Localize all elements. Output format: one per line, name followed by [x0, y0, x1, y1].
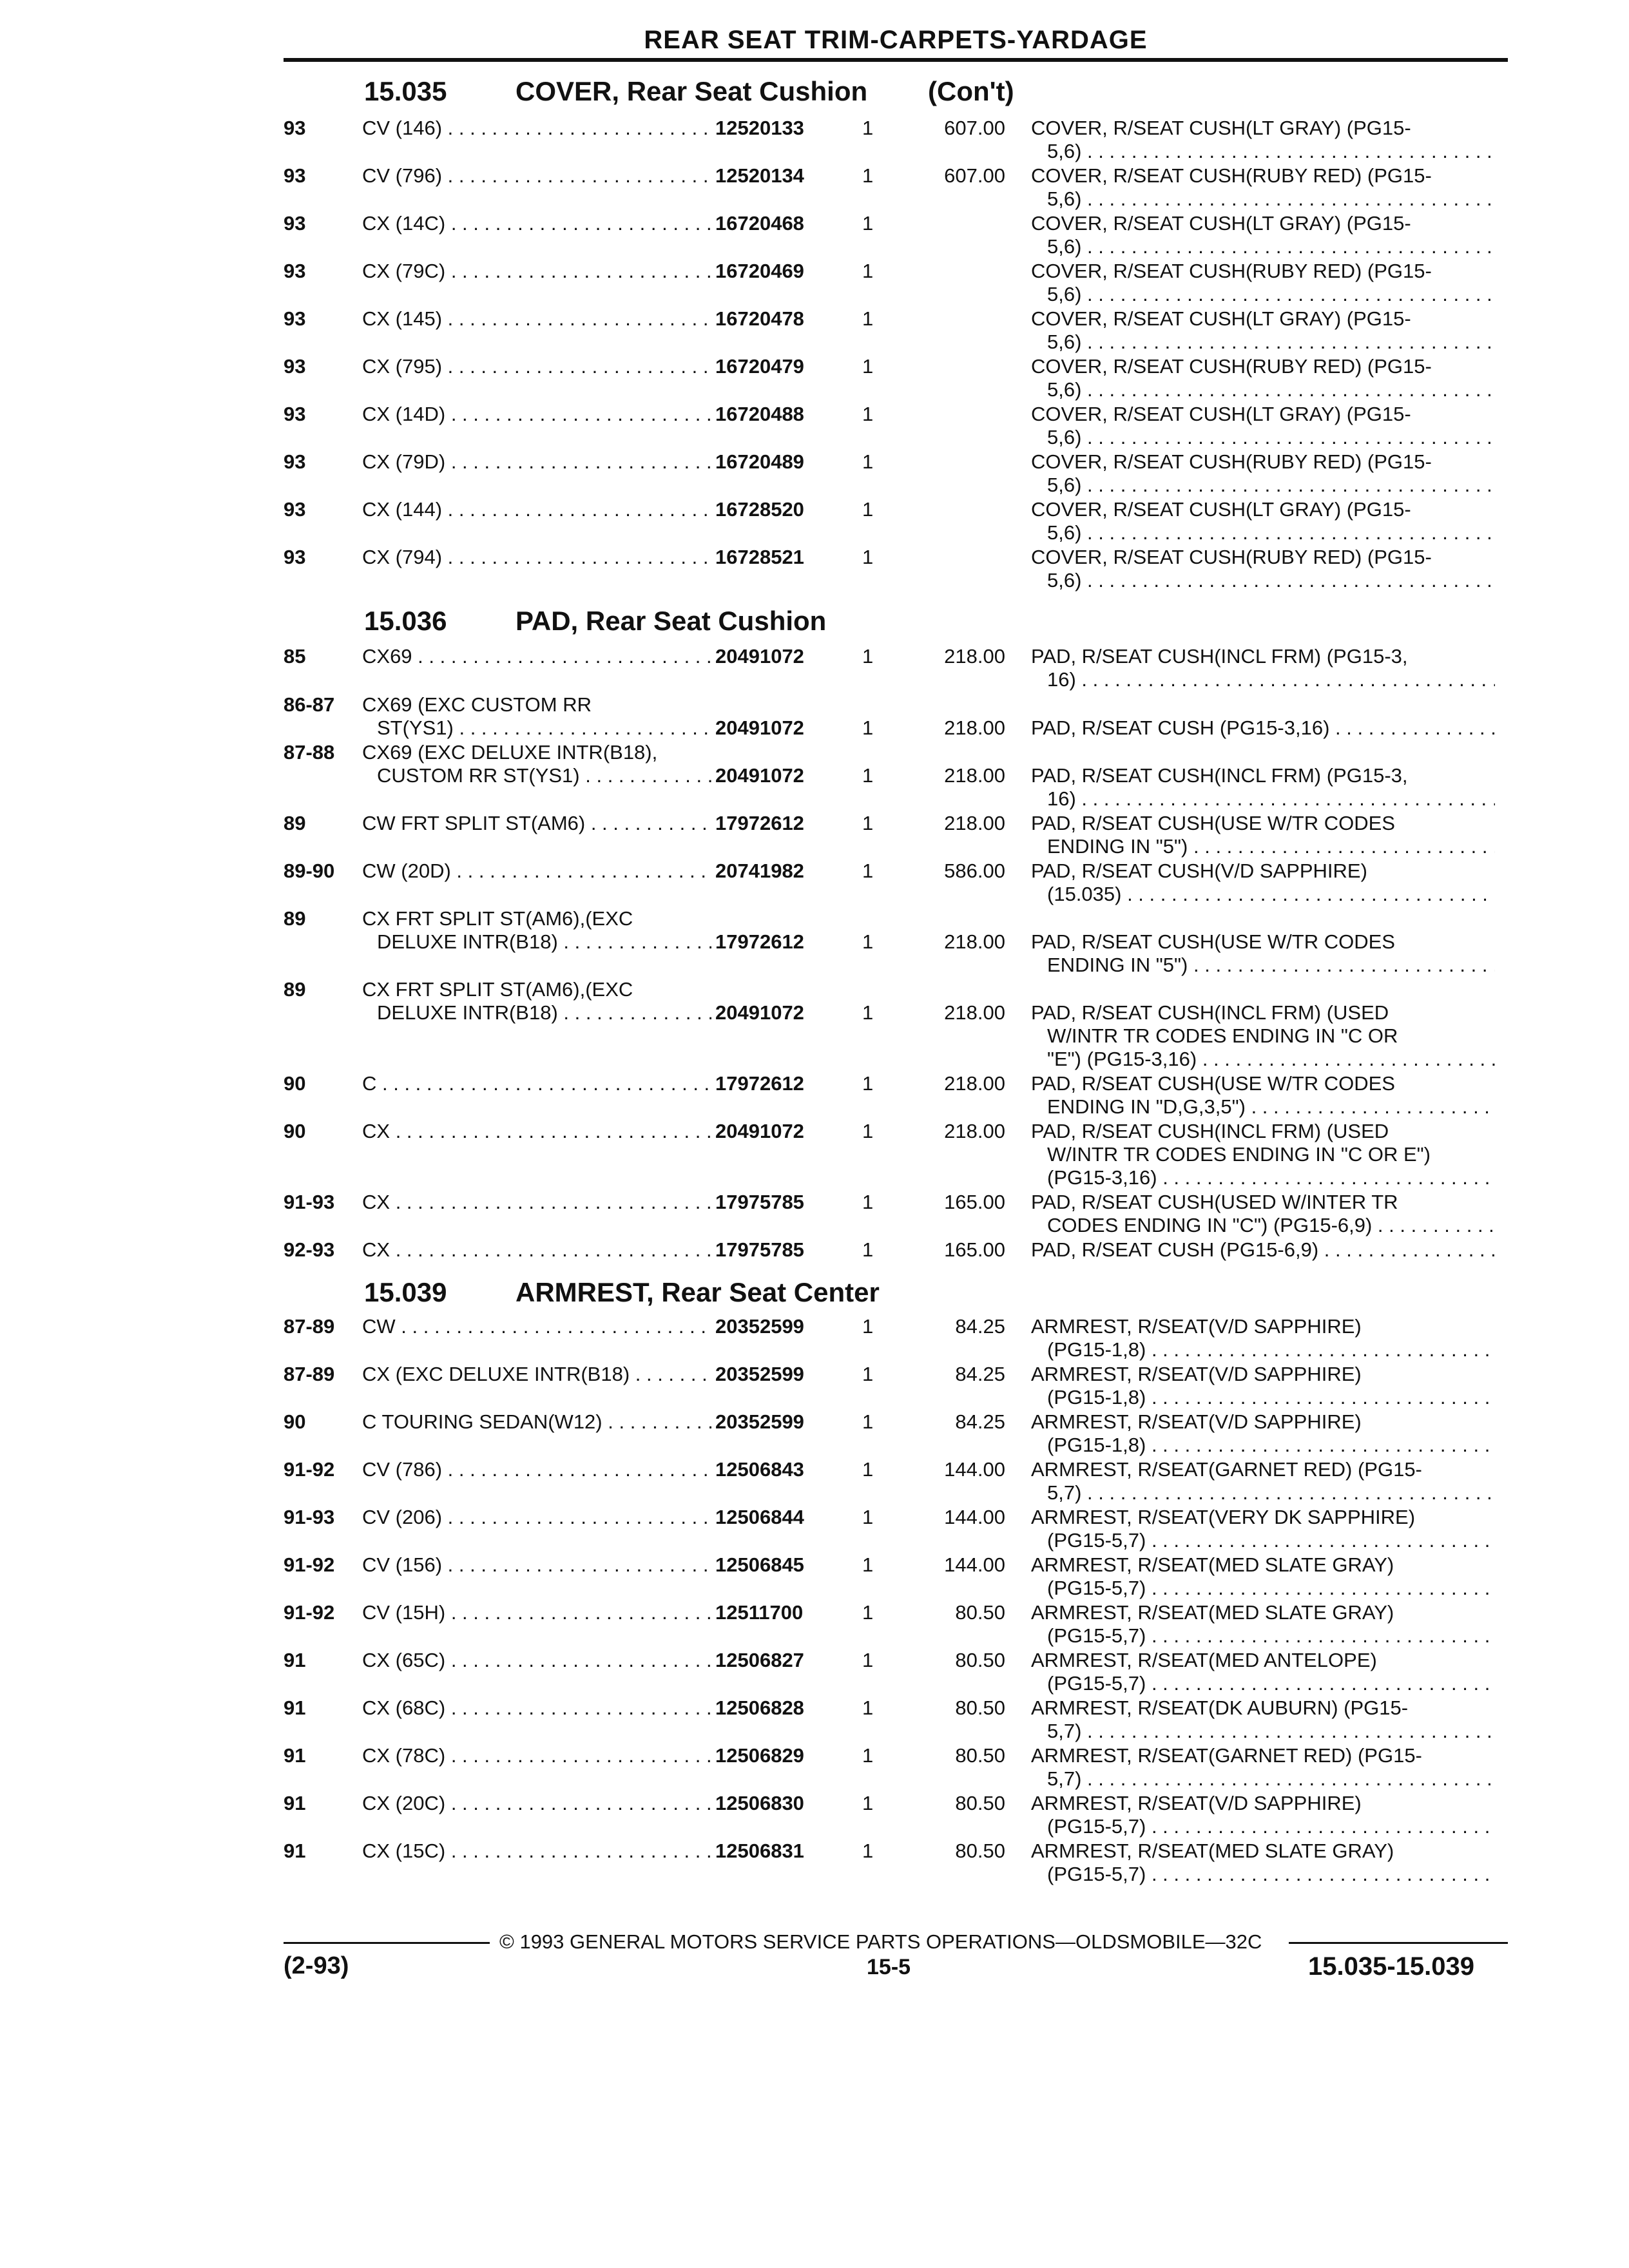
- row-year: 93: [284, 307, 306, 330]
- row-qty: 1: [862, 1792, 874, 1814]
- row-price: 80.50: [955, 1649, 1005, 1671]
- row-qty: 1: [862, 1238, 874, 1261]
- row-part-number: 12506827: [715, 1649, 804, 1671]
- row-description: COVER, R/SEAT CUSH(RUBY RED) (PG15-: [1031, 164, 1432, 187]
- row-description-cont: 5,6) . . .: [1047, 187, 1495, 211]
- row-model: DELUXE INTR(B18) . . .: [377, 1001, 711, 1025]
- row-description: PAD, R/SEAT CUSH(USED W/INTER TR: [1031, 1191, 1398, 1213]
- row-description: PAD, R/SEAT CUSH(INCL FRM) (USED: [1031, 1120, 1389, 1142]
- row-description-cont: 5,7) . . .: [1047, 1719, 1495, 1744]
- row-price: 80.50: [955, 1792, 1005, 1814]
- row-part-number: 12506828: [715, 1696, 804, 1719]
- row-price: 144.00: [944, 1506, 1005, 1528]
- row-model: CX (20C) . . .: [362, 1791, 711, 1816]
- row-model: CX (78C) . . .: [362, 1744, 711, 1768]
- row-model: CX (144) . . .: [362, 497, 711, 522]
- footer-rule-right: [1289, 1942, 1508, 1944]
- row-description: ARMREST, R/SEAT(MED SLATE GRAY): [1031, 1553, 1394, 1576]
- row-part-number: 17975785: [715, 1238, 804, 1261]
- row-qty: 1: [862, 1553, 874, 1576]
- row-year: 86-87: [284, 693, 335, 716]
- row-part-number: 17975785: [715, 1191, 804, 1213]
- row-model: CX . . .: [362, 1238, 711, 1262]
- row-qty: 1: [862, 212, 874, 235]
- row-description-cont: ENDING IN "5") . . .: [1047, 953, 1495, 977]
- row-part-number: 17972612: [715, 930, 804, 953]
- row-qty: 1: [862, 164, 874, 187]
- row-qty: 1: [862, 117, 874, 139]
- row-description-mid: W/INTR TR CODES ENDING IN "C OR: [1047, 1024, 1398, 1047]
- row-description-cont: 5,6) . . .: [1047, 139, 1495, 164]
- row-price: 607.00: [944, 164, 1005, 187]
- row-qty: 1: [862, 1120, 874, 1142]
- row-year: 93: [284, 355, 306, 378]
- row-description-cont: 5,7) . . .: [1047, 1767, 1495, 1791]
- row-part-number: 16720489: [715, 450, 804, 473]
- row-model: CX . . .: [362, 1190, 711, 1215]
- row-model: C TOURING SEDAN(W12) . . .: [362, 1410, 711, 1434]
- footer-date: (2-93): [284, 1952, 349, 1979]
- row-model: CX (14D) . . .: [362, 402, 711, 427]
- row-description: COVER, R/SEAT CUSH(RUBY RED) (PG15-: [1031, 450, 1432, 473]
- row-description-cont: 5,6) . . .: [1047, 568, 1495, 593]
- row-description-cont: (PG15-5,7) . . .: [1047, 1624, 1495, 1648]
- row-description: ARMREST, R/SEAT(GARNET RED) (PG15-: [1031, 1744, 1422, 1767]
- row-part-number: 20491072: [715, 1001, 804, 1024]
- row-description: ARMREST, R/SEAT(V/D SAPPHIRE): [1031, 1315, 1362, 1338]
- copyright-notice: © 1993 GENERAL MOTORS SERVICE PARTS OPERATIONS—OLDSMOBILE—32C: [499, 1930, 1262, 1953]
- row-model: CV (796) . . .: [362, 164, 711, 188]
- row-year: 87-89: [284, 1363, 335, 1385]
- row-year: 91-92: [284, 1601, 335, 1624]
- row-qty: 1: [862, 307, 874, 330]
- row-description-mid: W/INTR TR CODES ENDING IN "C OR E"): [1047, 1143, 1431, 1166]
- row-model: DELUXE INTR(B18) . . .: [377, 930, 711, 954]
- row-description: ARMREST, R/SEAT(MED SLATE GRAY): [1031, 1840, 1394, 1862]
- row-part-number: 12520134: [715, 164, 804, 187]
- row-qty: 1: [862, 1191, 874, 1213]
- row-qty: 1: [862, 1649, 874, 1671]
- row-year: 91-93: [284, 1506, 335, 1528]
- row-model: CW FRT SPLIT ST(AM6) . . .: [362, 811, 711, 836]
- row-model: CV (156) . . .: [362, 1553, 711, 1577]
- row-qty: 1: [862, 1744, 874, 1767]
- row-description: PAD, R/SEAT CUSH(INCL FRM) (PG15-3,: [1031, 764, 1408, 787]
- row-description-cont: 5,6) . . .: [1047, 282, 1495, 307]
- section-continued: (Con't): [928, 76, 1014, 106]
- row-qty: 1: [862, 403, 874, 425]
- row-year: 91: [284, 1649, 306, 1671]
- row-model: CV (146) . . .: [362, 116, 711, 140]
- section-number: 15.035: [364, 76, 447, 106]
- row-description: PAD, R/SEAT CUSH(INCL FRM) (USED: [1031, 1001, 1389, 1024]
- row-part-number: 12520133: [715, 117, 804, 139]
- row-description-cont: 5,6) . . .: [1047, 330, 1495, 354]
- row-description-cont: 5,6) . . .: [1047, 378, 1495, 402]
- row-model: CX (79D) . . .: [362, 450, 711, 474]
- row-year: 91: [284, 1744, 306, 1767]
- row-description-cont: (PG15-1,8) . . .: [1047, 1385, 1495, 1410]
- row-part-number: 20352599: [715, 1363, 804, 1385]
- row-price: 84.25: [955, 1410, 1005, 1433]
- row-description-cont: (PG15-3,16) . . .: [1047, 1166, 1495, 1190]
- row-price: 144.00: [944, 1458, 1005, 1481]
- row-year: 89: [284, 812, 306, 834]
- row-model: CX (14C) . . .: [362, 211, 711, 236]
- row-qty: 1: [862, 1458, 874, 1481]
- row-description-cont: (PG15-5,7) . . .: [1047, 1576, 1495, 1600]
- row-part-number: 16720488: [715, 403, 804, 425]
- row-part-number: 20491072: [715, 764, 804, 787]
- section-title: PAD, Rear Seat Cushion: [516, 606, 827, 636]
- row-model: CX (68C) . . .: [362, 1696, 711, 1720]
- row-description: COVER, R/SEAT CUSH(RUBY RED) (PG15-: [1031, 546, 1432, 568]
- row-part-number: 20352599: [715, 1410, 804, 1433]
- row-price: 80.50: [955, 1696, 1005, 1719]
- row-part-number: 16720478: [715, 307, 804, 330]
- row-year: 89: [284, 978, 306, 1001]
- row-description: ARMREST, R/SEAT(V/D SAPPHIRE): [1031, 1410, 1362, 1433]
- row-model: CX (794) . . .: [362, 545, 711, 570]
- row-year: 93: [284, 117, 306, 139]
- row-part-number: 12506829: [715, 1744, 804, 1767]
- row-description-cont: "E") (PG15-3,16) . . .: [1047, 1047, 1495, 1072]
- row-model: CX . . .: [362, 1119, 711, 1144]
- row-description-cont: (15.035) . . .: [1047, 882, 1495, 907]
- row-description: PAD, R/SEAT CUSH(USE W/TR CODES: [1031, 1072, 1395, 1095]
- row-year: 91: [284, 1792, 306, 1814]
- row-year: 89-90: [284, 860, 335, 882]
- row-part-number: 16720469: [715, 260, 804, 282]
- row-year: 91-93: [284, 1191, 335, 1213]
- row-qty: 1: [862, 450, 874, 473]
- row-part-number: 12506830: [715, 1792, 804, 1814]
- row-qty: 1: [862, 1001, 874, 1024]
- row-description-cont: (PG15-5,7) . . .: [1047, 1528, 1495, 1553]
- header-rule: [284, 58, 1508, 62]
- row-qty: 1: [862, 546, 874, 568]
- row-model: CX69 . . .: [362, 644, 711, 669]
- page-title: REAR SEAT TRIM-CARPETS-YARDAGE: [644, 26, 1148, 54]
- row-qty: 1: [862, 645, 874, 668]
- row-description-cont: (PG15-5,7) . . .: [1047, 1862, 1495, 1887]
- section-title: ARMREST, Rear Seat Center: [516, 1277, 880, 1307]
- footer-rule-left: [284, 1942, 490, 1944]
- row-description: PAD, R/SEAT CUSH (PG15-3,16) . . .: [1031, 716, 1495, 740]
- row-model: CX (79C) . . .: [362, 259, 711, 284]
- row-part-number: 12506845: [715, 1553, 804, 1576]
- section-number: 15.036: [364, 606, 447, 636]
- row-price: 218.00: [944, 716, 1005, 739]
- row-year: 89: [284, 907, 306, 930]
- row-description-cont: 16) . . .: [1047, 787, 1495, 811]
- row-description-cont: (PG15-5,7) . . .: [1047, 1814, 1495, 1839]
- row-description-cont: (PG15-1,8) . . .: [1047, 1433, 1495, 1457]
- row-model: CX (65C) . . .: [362, 1648, 711, 1673]
- row-qty: 1: [862, 1840, 874, 1862]
- row-description: COVER, R/SEAT CUSH(LT GRAY) (PG15-: [1031, 403, 1411, 425]
- row-price: 607.00: [944, 117, 1005, 139]
- row-year: 93: [284, 450, 306, 473]
- row-price: 218.00: [944, 1001, 1005, 1024]
- row-description: ARMREST, R/SEAT(GARNET RED) (PG15-: [1031, 1458, 1422, 1481]
- row-description: ARMREST, R/SEAT(MED SLATE GRAY): [1031, 1601, 1394, 1624]
- row-description: ARMREST, R/SEAT(V/D SAPPHIRE): [1031, 1792, 1362, 1814]
- row-model: CX (15C) . . .: [362, 1839, 711, 1863]
- row-description: PAD, R/SEAT CUSH (PG15-6,9) . . .: [1031, 1238, 1495, 1262]
- row-model: CX (795) . . .: [362, 354, 711, 379]
- row-qty: 1: [862, 1363, 874, 1385]
- row-part-number: 16728520: [715, 498, 804, 521]
- row-model: C . . .: [362, 1072, 711, 1096]
- row-year: 93: [284, 546, 306, 568]
- row-part-number: 12506843: [715, 1458, 804, 1481]
- row-price: 165.00: [944, 1238, 1005, 1261]
- row-price: 84.25: [955, 1363, 1005, 1385]
- row-part-number: 12506831: [715, 1840, 804, 1862]
- row-model-line1: CX FRT SPLIT ST(AM6),(EXC: [362, 907, 633, 930]
- row-price: 218.00: [944, 1120, 1005, 1142]
- row-price: 80.50: [955, 1744, 1005, 1767]
- row-price: 165.00: [944, 1191, 1005, 1213]
- row-description: COVER, R/SEAT CUSH(LT GRAY) (PG15-: [1031, 307, 1411, 330]
- row-year: 91: [284, 1696, 306, 1719]
- footer-section-range: 15.035-15.039: [1308, 1952, 1475, 1981]
- row-qty: 1: [862, 1506, 874, 1528]
- row-price: 80.50: [955, 1601, 1005, 1624]
- row-model-line1: CX69 (EXC DELUXE INTR(B18),: [362, 741, 658, 764]
- row-description: COVER, R/SEAT CUSH(RUBY RED) (PG15-: [1031, 260, 1432, 282]
- row-part-number: 20352599: [715, 1315, 804, 1338]
- row-description: COVER, R/SEAT CUSH(LT GRAY) (PG15-: [1031, 117, 1411, 139]
- row-model: CX (145) . . .: [362, 307, 711, 331]
- row-year: 93: [284, 498, 306, 521]
- row-part-number: 20491072: [715, 645, 804, 668]
- row-description: ARMREST, R/SEAT(V/D SAPPHIRE): [1031, 1363, 1362, 1385]
- row-price: 84.25: [955, 1315, 1005, 1338]
- row-model: CX (EXC DELUXE INTR(B18) . . .: [362, 1362, 711, 1387]
- row-description-cont: 5,6) . . .: [1047, 473, 1495, 497]
- row-qty: 1: [862, 355, 874, 378]
- row-year: 90: [284, 1120, 306, 1142]
- row-year: 93: [284, 212, 306, 235]
- row-year: 90: [284, 1072, 306, 1095]
- row-description: ARMREST, R/SEAT(DK AUBURN) (PG15-: [1031, 1696, 1409, 1719]
- row-model: CUSTOM RR ST(YS1) . . .: [377, 764, 711, 788]
- row-model-line1: CX69 (EXC CUSTOM RR: [362, 693, 592, 716]
- row-part-number: 17972612: [715, 812, 804, 834]
- row-year: 93: [284, 260, 306, 282]
- row-year: 92-93: [284, 1238, 335, 1261]
- row-description-cont: 5,6) . . .: [1047, 425, 1495, 450]
- row-description-cont: (PG15-1,8) . . .: [1047, 1338, 1495, 1362]
- row-part-number: 16720479: [715, 355, 804, 378]
- row-qty: 1: [862, 1410, 874, 1433]
- row-description-cont: 5,6) . . .: [1047, 235, 1495, 259]
- section-number: 15.039: [364, 1277, 447, 1307]
- row-qty: 1: [862, 1601, 874, 1624]
- row-part-number: 20491072: [715, 716, 804, 739]
- row-year: 91-92: [284, 1553, 335, 1576]
- row-qty: 1: [862, 812, 874, 834]
- row-price: 144.00: [944, 1553, 1005, 1576]
- row-year: 91-92: [284, 1458, 335, 1481]
- row-qty: 1: [862, 260, 874, 282]
- page-number: 15-5: [867, 1955, 911, 1979]
- row-qty: 1: [862, 764, 874, 787]
- row-description: ARMREST, R/SEAT(MED ANTELOPE): [1031, 1649, 1377, 1671]
- row-description-cont: CODES ENDING IN "C") (PG15-6,9) . . .: [1047, 1213, 1495, 1238]
- row-description-cont: 5,7) . . .: [1047, 1481, 1495, 1505]
- row-description-cont: (PG15-5,7) . . .: [1047, 1671, 1495, 1696]
- row-description-cont: ENDING IN "D,G,3,5") . . .: [1047, 1095, 1495, 1119]
- row-qty: 1: [862, 1696, 874, 1719]
- row-description: COVER, R/SEAT CUSH(LT GRAY) (PG15-: [1031, 498, 1411, 521]
- row-part-number: 16728521: [715, 546, 804, 568]
- row-model: CV (206) . . .: [362, 1505, 711, 1530]
- row-part-number: 12506844: [715, 1506, 804, 1528]
- row-model: CV (786) . . .: [362, 1457, 711, 1482]
- row-year: 85: [284, 645, 306, 668]
- row-description: PAD, R/SEAT CUSH(USE W/TR CODES: [1031, 930, 1395, 953]
- row-qty: 1: [862, 716, 874, 739]
- section-title: COVER, Rear Seat Cushion: [516, 76, 868, 106]
- row-part-number: 20491072: [715, 1120, 804, 1142]
- row-description: COVER, R/SEAT CUSH(LT GRAY) (PG15-: [1031, 212, 1411, 235]
- row-description: ARMREST, R/SEAT(VERY DK SAPPHIRE): [1031, 1506, 1416, 1528]
- row-model: ST(YS1) . . .: [377, 716, 711, 740]
- row-part-number: 16720468: [715, 212, 804, 235]
- row-description-cont: 5,6) . . .: [1047, 521, 1495, 545]
- row-price: 218.00: [944, 645, 1005, 668]
- row-model: CW . . .: [362, 1314, 711, 1339]
- row-part-number: 20741982: [715, 860, 804, 882]
- row-model: CV (15H) . . .: [362, 1600, 711, 1625]
- row-model-line1: CX FRT SPLIT ST(AM6),(EXC: [362, 978, 633, 1001]
- row-price: 218.00: [944, 812, 1005, 834]
- row-year: 87-89: [284, 1315, 335, 1338]
- row-description: PAD, R/SEAT CUSH(USE W/TR CODES: [1031, 812, 1395, 834]
- row-price: 218.00: [944, 1072, 1005, 1095]
- row-qty: 1: [862, 1072, 874, 1095]
- row-qty: 1: [862, 930, 874, 953]
- row-description-cont: ENDING IN "5") . . .: [1047, 834, 1495, 859]
- row-qty: 1: [862, 860, 874, 882]
- row-description: PAD, R/SEAT CUSH(INCL FRM) (PG15-3,: [1031, 645, 1408, 668]
- row-description-cont: 16) . . .: [1047, 668, 1495, 692]
- row-price: 586.00: [944, 860, 1005, 882]
- row-price: 218.00: [944, 930, 1005, 953]
- row-part-number: 12511700: [715, 1601, 804, 1624]
- row-qty: 1: [862, 498, 874, 521]
- row-price: 218.00: [944, 764, 1005, 787]
- row-description: COVER, R/SEAT CUSH(RUBY RED) (PG15-: [1031, 355, 1432, 378]
- row-year: 93: [284, 164, 306, 187]
- row-year: 90: [284, 1410, 306, 1433]
- row-price: 80.50: [955, 1840, 1005, 1862]
- row-model: CW (20D) . . .: [362, 859, 711, 883]
- row-year: 87-88: [284, 741, 335, 764]
- row-part-number: 17972612: [715, 1072, 804, 1095]
- row-year: 91: [284, 1840, 306, 1862]
- row-year: 93: [284, 403, 306, 425]
- row-qty: 1: [862, 1315, 874, 1338]
- row-description: PAD, R/SEAT CUSH(V/D SAPPHIRE): [1031, 860, 1367, 882]
